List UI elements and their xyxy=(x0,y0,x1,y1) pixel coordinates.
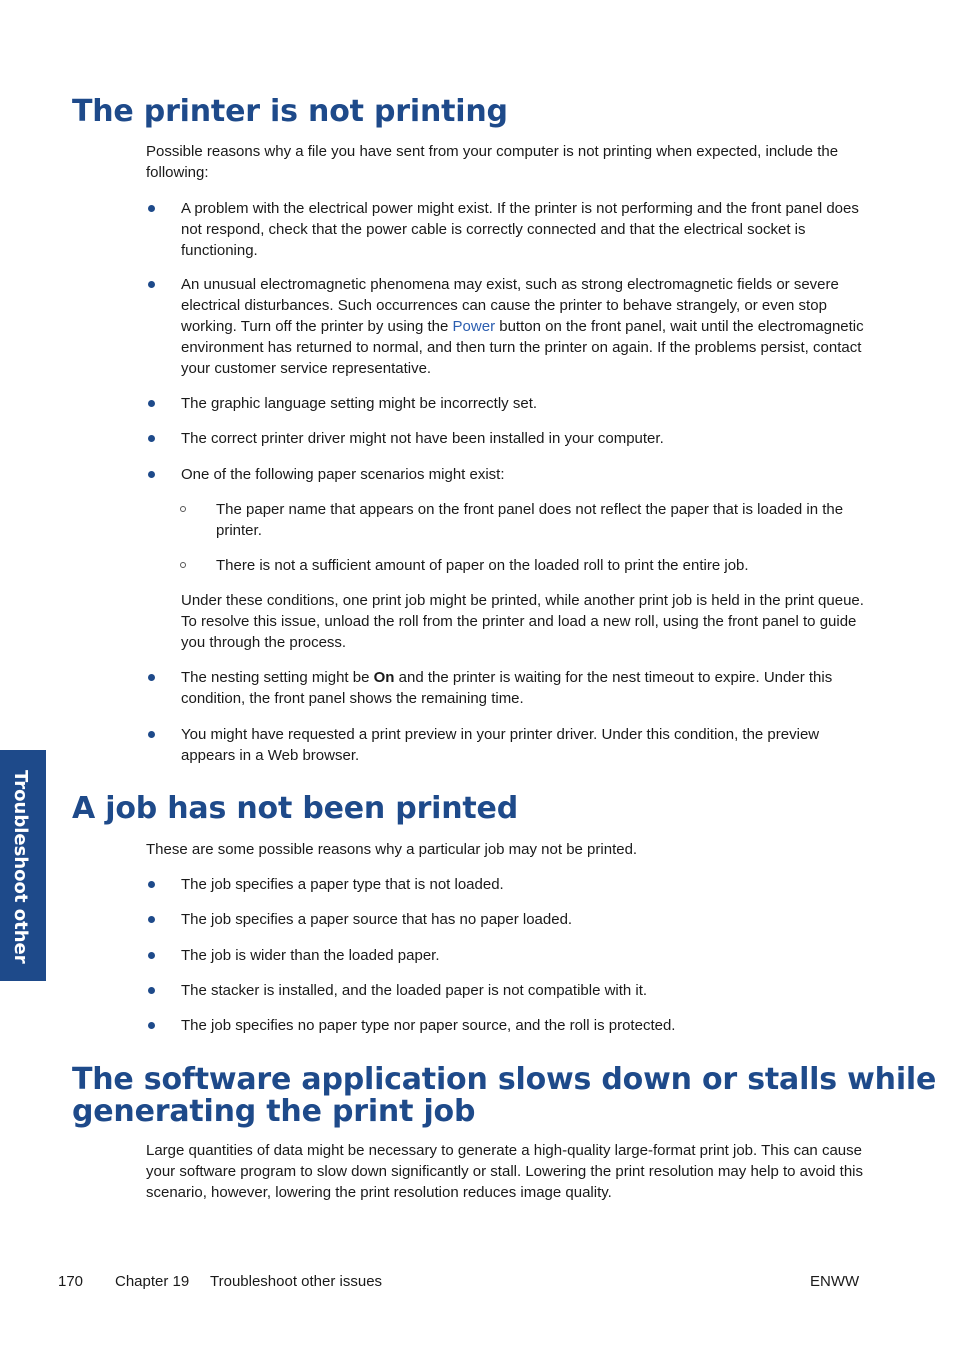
bullet-icon xyxy=(148,400,155,407)
section-title-software-slows-line2: generating the print job xyxy=(72,1094,476,1129)
sub-bullet-icon xyxy=(180,562,186,568)
power-button-link[interactable]: Power xyxy=(452,318,496,335)
list-item-text: The correct printer driver might not have been installed in your computer. xyxy=(181,430,664,447)
sub-list-item-text: There is not a sufficient amount of paper on the loaded roll to print the entire job. xyxy=(216,557,749,574)
list-item-text: The graphic language setting might be incorrectly set. xyxy=(181,395,538,412)
bullet-icon xyxy=(148,471,155,478)
list-item-text: The job specifies no paper type nor paper source, and the roll is protected. xyxy=(181,1017,676,1034)
bullet-icon xyxy=(148,674,155,681)
footer-chapter: Chapter 19 xyxy=(115,1273,190,1290)
list-item-text: The job specifies a paper type that is not loaded. xyxy=(181,876,504,893)
side-tab-label: Troubleshoot other xyxy=(10,770,31,964)
section-title-job-not-printed: A job has not been printed xyxy=(72,791,518,826)
bullet-icon xyxy=(148,952,155,959)
list-item-text: One of the following paper scenarios might exist: xyxy=(181,466,505,483)
list-item-text: You might have requested a print preview in your printer driver. Under this condition, the preview appears in a Web browser. xyxy=(181,726,820,764)
bullet-icon xyxy=(148,205,155,212)
section-intro: Possible reasons why a file you have sent from your computer is not printing when expected, include the following: xyxy=(146,143,839,181)
conditions-note: Under these conditions, one print job might be printed, while another print job is held in the print queue. To resolve this issue, unload the roll from the printer and load a new roll, using the front panel to guide you through the process. xyxy=(181,592,864,651)
bullet-icon xyxy=(148,916,155,923)
section-title-software-slows: The software application slows down or stalls while xyxy=(72,1062,937,1097)
list-item-text: An unusual electromagnetic phenomena may exist, such as strong electromagnetic fields or severe electrical disturbances. Such occurrences can cause the printer to behave strangely, or even stop working. Turn off the printer by using the Power button on the front panel, wait until the electromagnetic environment has returned to normal, and then turn the printer on again. If the problems persist, contact your customer service representative. xyxy=(181,276,864,377)
bullet-icon xyxy=(148,881,155,888)
list-item-text: The job is wider than the loaded paper. xyxy=(181,947,440,964)
footer-chapter-title: Troubleshoot other issues xyxy=(210,1273,383,1290)
bullet-icon xyxy=(148,281,155,288)
sub-list-item-text: The paper name that appears on the front panel does not reflect the paper that is loaded in the printer. xyxy=(216,501,844,539)
list-item-text: The stacker is installed, and the loaded paper is not compatible with it. xyxy=(181,982,648,999)
list-item-text: The job specifies a paper source that has no paper loaded. xyxy=(181,911,573,928)
bullet-icon xyxy=(148,731,155,738)
bullet-icon xyxy=(148,435,155,442)
sub-bullet-icon xyxy=(180,506,186,512)
section-title-printer-not-printing: The printer is not printing xyxy=(72,94,508,129)
list-item-text: The nesting setting might be On and the printer is waiting for the nest timeout to expire. Under this condition, the front panel shows the remaining time. xyxy=(181,669,833,707)
section-body: Large quantities of data might be necessary to generate a high-quality large-format print job. This can cause your software program to slow down significantly or stall. Lowering the print resolution may help to avoid this scenario, however, lowering the print resolution reduces image quality. xyxy=(146,1142,864,1201)
section-intro: These are some possible reasons why a particular job may not be printed. xyxy=(146,841,638,858)
footer-enww: ENWW xyxy=(810,1273,860,1290)
on-setting-value: On xyxy=(373,669,395,686)
chapter-side-tab xyxy=(0,750,46,981)
bullet-icon xyxy=(148,1022,155,1029)
bullet-icon xyxy=(148,987,155,994)
page-number: 170 xyxy=(58,1273,84,1290)
list-item-text: A problem with the electrical power might exist. If the printer is not performing and the front panel does not respond, check that the power cable is correctly connected and that the electrical socket is functioning. xyxy=(181,200,859,259)
